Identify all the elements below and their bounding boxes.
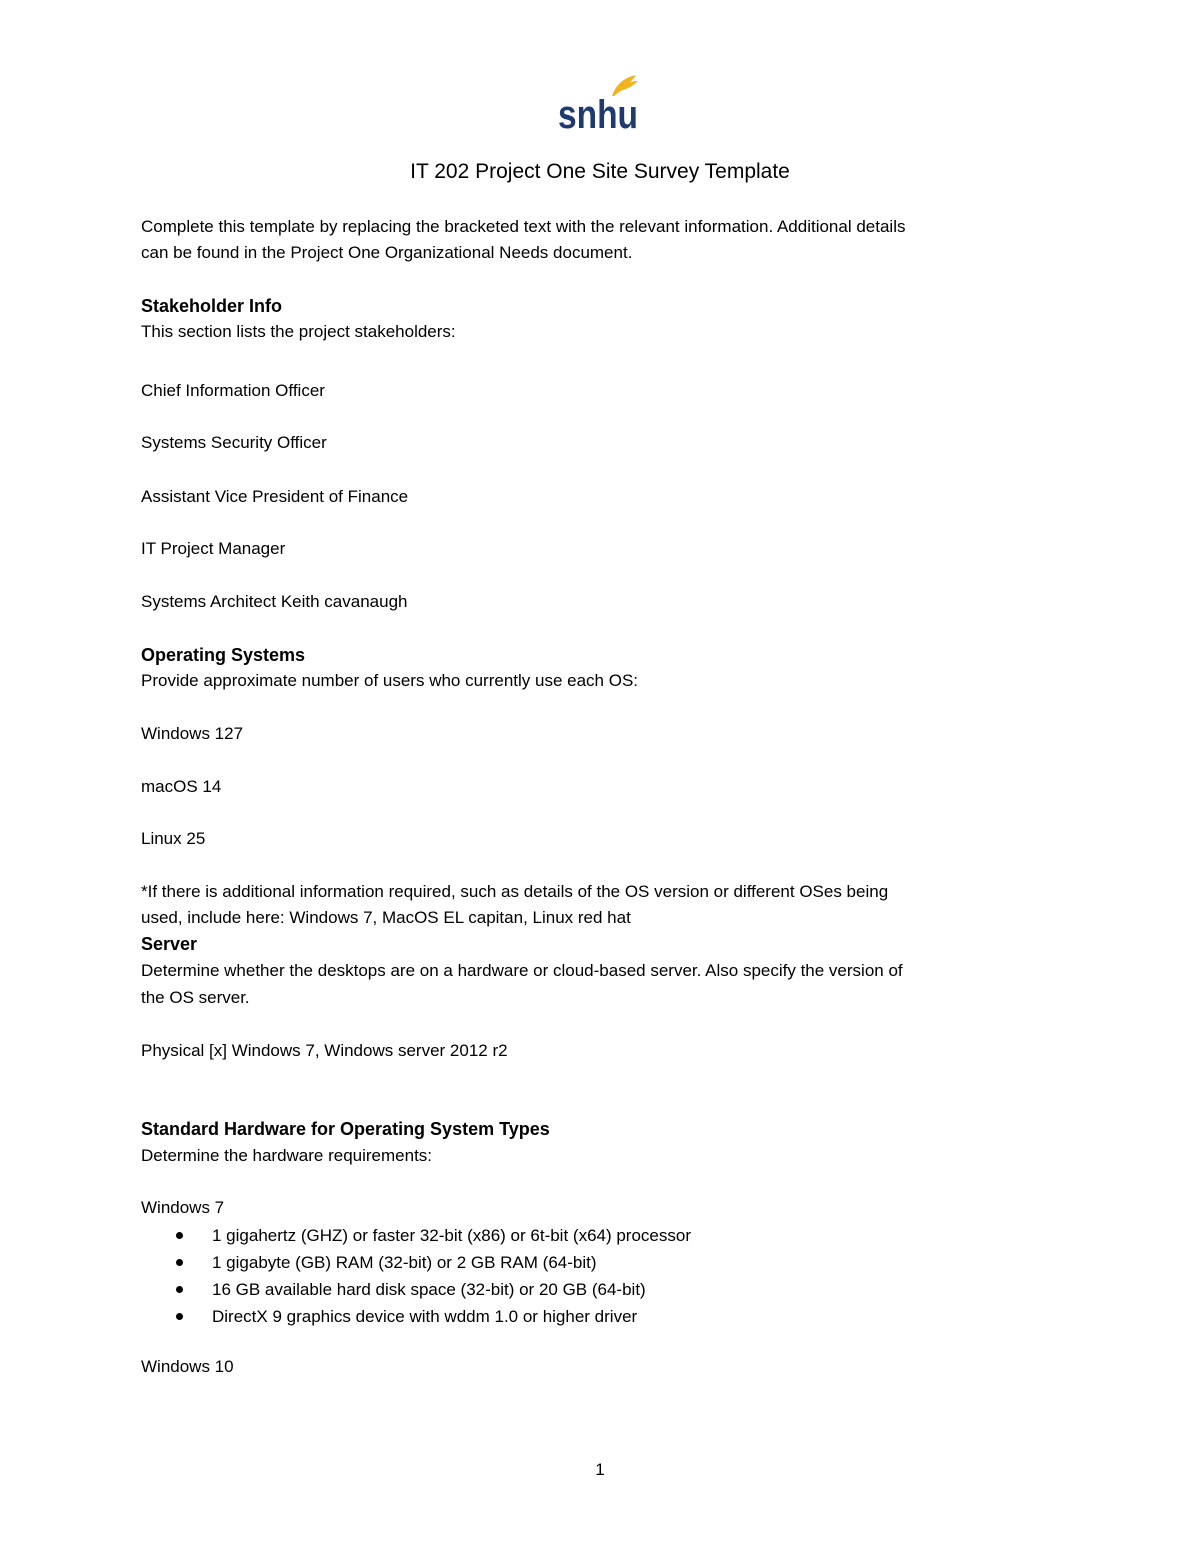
- os-user-count: macOS 14: [141, 777, 222, 796]
- stakeholder-item: Systems Security Officer: [141, 433, 327, 452]
- windows7-requirements-list: [141, 1222, 691, 1330]
- requirement-text: 1 gigabyte (GB) RAM (32-bit) or 2 GB RAM (64-bit): [212, 1253, 597, 1272]
- requirement-item: [141, 1249, 691, 1276]
- page-number: 1: [595, 1460, 605, 1479]
- requirement-text: 16 GB available hard disk space (32-bit) or 20 GB (64-bit): [212, 1280, 646, 1299]
- hardware-description: Determine the hardware requirements:: [141, 1146, 433, 1165]
- bullet-icon: [176, 1232, 183, 1239]
- windows10-label: Windows 10: [141, 1357, 234, 1376]
- stakeholder-description: This section lists the project stakeholders:: [141, 322, 456, 341]
- os-user-count: Linux 25: [141, 829, 206, 848]
- stakeholder-item: Systems Architect Keith cavanaugh: [141, 592, 408, 611]
- os-note-line-1: *If there is additional information required, such as details of the OS version or different OSes being: [141, 882, 889, 901]
- requirement-text: 1 gigahertz (GHZ) or faster 32-bit (x86) or 6t-bit (x64) processor: [212, 1226, 691, 1245]
- logo-text: snhu: [558, 93, 638, 132]
- intro-line-2: can be found in the Project One Organizational Needs document.: [141, 243, 633, 262]
- server-description-line-2: the OS server.: [141, 988, 250, 1007]
- bullet-icon: [176, 1313, 183, 1320]
- stakeholder-heading: Stakeholder Info: [141, 296, 283, 316]
- bullet-icon: [176, 1286, 183, 1293]
- document-title: IT 202 Project One Site Survey Template: [410, 160, 790, 183]
- bullet-icon: [176, 1259, 183, 1266]
- intro-line-1: Complete this template by replacing the bracketed text with the relevant information. Additional details: [141, 217, 906, 236]
- server-answer: Physical [x] Windows 7, Windows server 2012 r2: [141, 1041, 508, 1060]
- snhu-logo: [552, 72, 644, 132]
- requirement-item: [141, 1222, 691, 1249]
- stakeholder-item: Assistant Vice President of Finance: [141, 487, 409, 506]
- operating-systems-heading: Operating Systems: [141, 645, 306, 665]
- server-heading: Server: [141, 934, 198, 954]
- stakeholder-item: IT Project Manager: [141, 539, 286, 558]
- stakeholder-item: Chief Information Officer: [141, 381, 325, 400]
- os-user-count: Windows 127: [141, 724, 244, 743]
- operating-systems-description: Provide approximate number of users who currently use each OS:: [141, 671, 639, 690]
- hardware-heading: Standard Hardware for Operating System Types: [141, 1119, 550, 1139]
- windows7-label: Windows 7: [141, 1198, 225, 1217]
- requirement-item: [141, 1276, 691, 1303]
- requirement-text: DirectX 9 graphics device with wddm 1.0 or higher driver: [212, 1307, 638, 1326]
- requirement-item: [141, 1303, 691, 1330]
- server-description-line-1: Determine whether the desktops are on a hardware or cloud-based server. Also specify the version of: [141, 961, 903, 980]
- os-note-line-2: used, include here: Windows 7, MacOS EL capitan, Linux red hat: [141, 908, 631, 927]
